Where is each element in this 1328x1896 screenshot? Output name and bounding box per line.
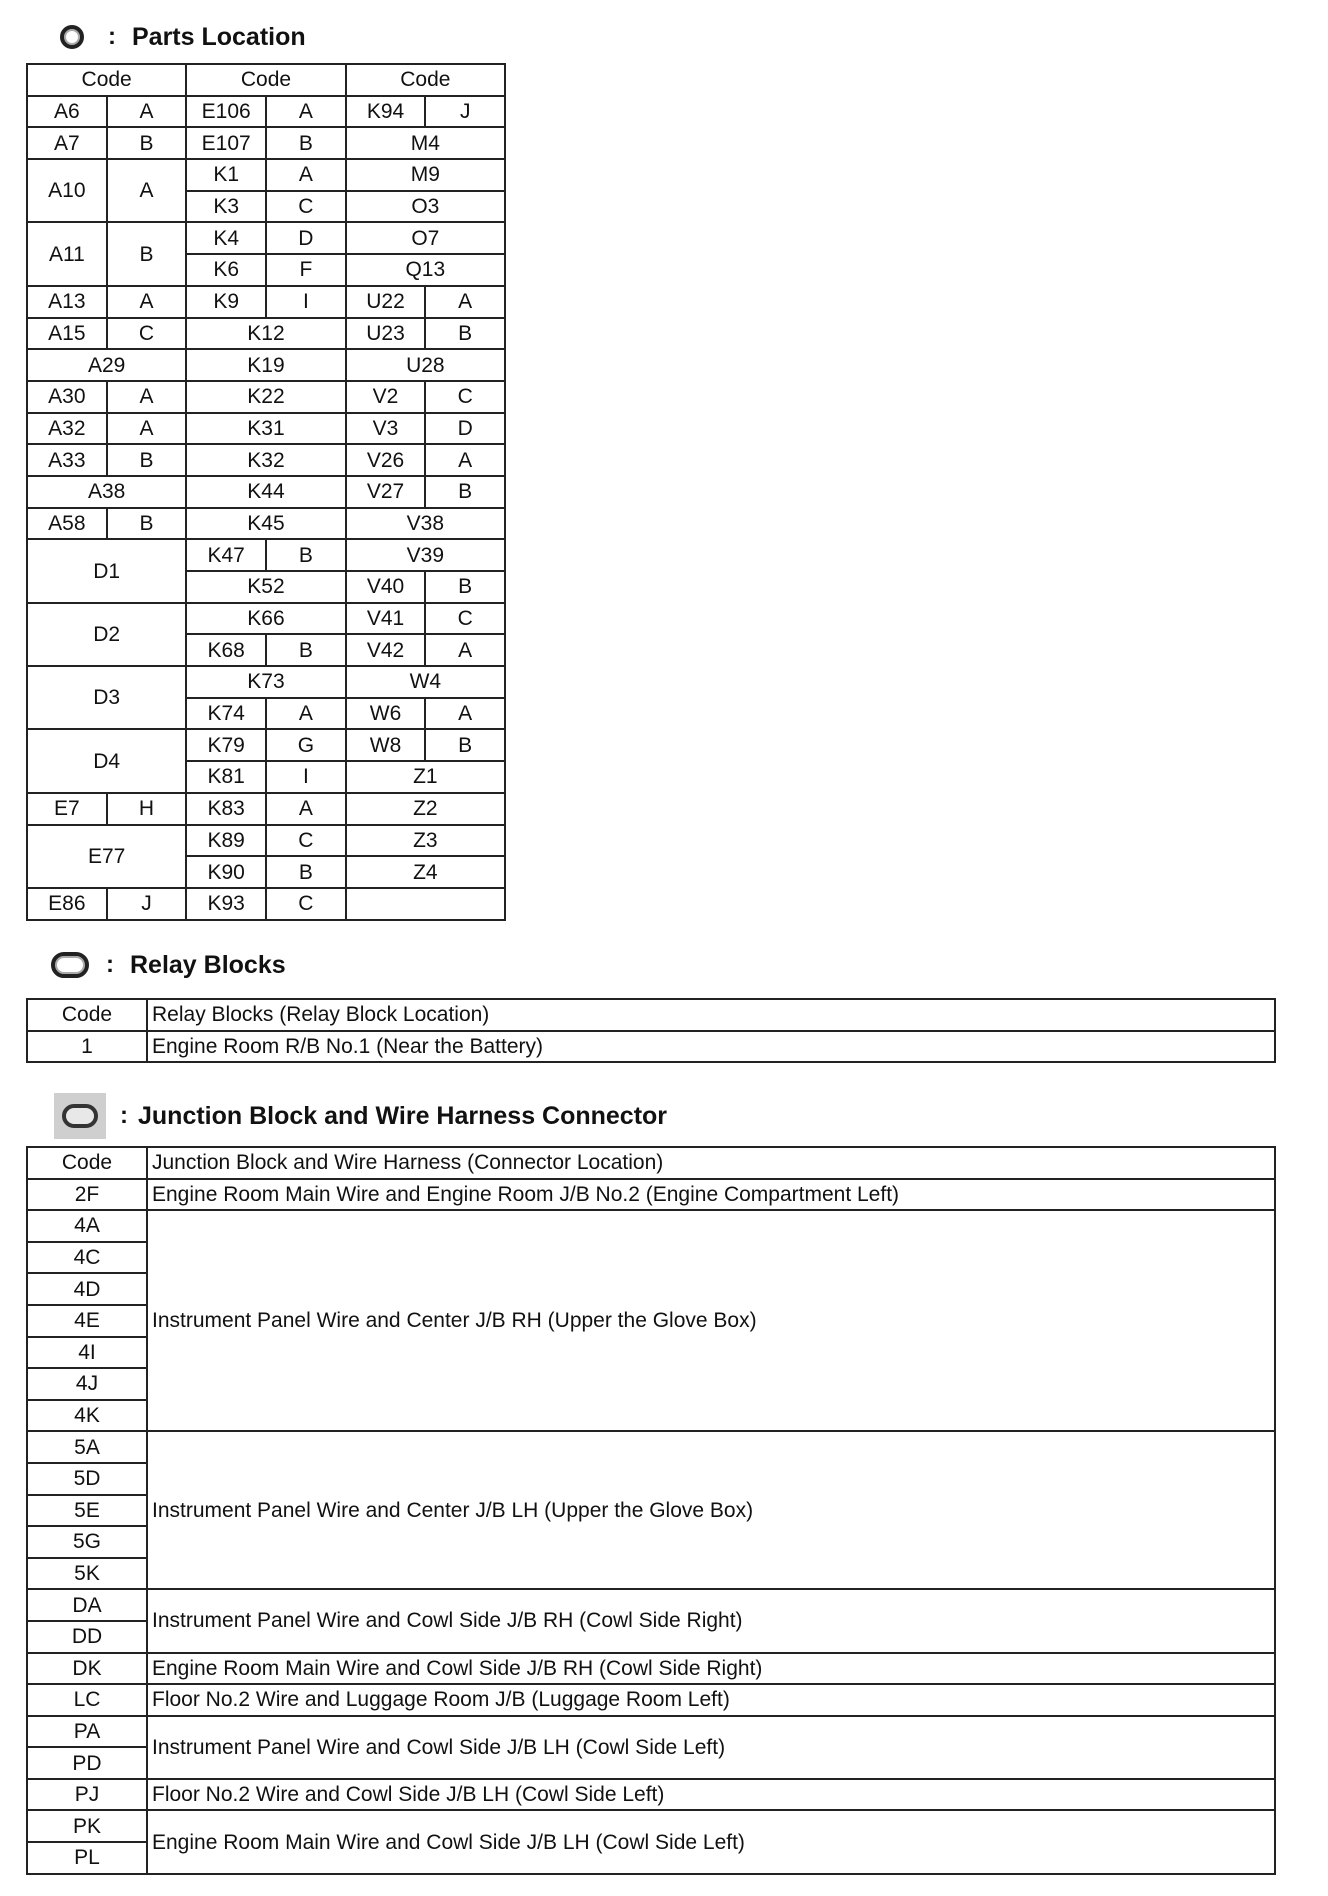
part-code: A10 — [27, 159, 107, 222]
circle-symbol-icon — [52, 20, 92, 54]
part-location: A — [266, 698, 346, 730]
part-location: A — [425, 444, 505, 476]
jb-code: 4I — [27, 1337, 147, 1369]
part-location: D — [425, 413, 505, 445]
part-code: Z2 — [346, 793, 505, 825]
part-location: I — [266, 286, 346, 318]
section-title: Relay Blocks — [130, 950, 286, 979]
part-code: E86 — [27, 888, 107, 920]
part-code: E77 — [27, 825, 186, 888]
part-code: K31 — [186, 413, 345, 445]
part-location: I — [266, 761, 346, 793]
part-code: K47 — [186, 539, 266, 571]
part-code: A7 — [27, 127, 107, 159]
part-location: C — [107, 318, 187, 350]
part-location: F — [266, 254, 346, 286]
table-row — [27, 825, 505, 857]
table-row — [27, 159, 505, 191]
colon: : — [106, 951, 114, 978]
part-location: B — [107, 444, 187, 476]
part-code — [346, 888, 505, 920]
part-code: K89 — [186, 825, 266, 857]
part-location: A — [107, 159, 187, 222]
jb-code: 4D — [27, 1273, 147, 1305]
jb-code: DA — [27, 1589, 147, 1621]
part-code: K9 — [186, 286, 266, 318]
table-row — [27, 318, 505, 350]
jb-code: PK — [27, 1810, 147, 1842]
table-header-row — [27, 1147, 1275, 1179]
header-desc: Junction Block and Wire Harness (Connector Location) — [147, 1147, 1275, 1179]
part-code: U22 — [346, 286, 426, 318]
part-location: B — [266, 634, 346, 666]
part-code: A11 — [27, 222, 107, 285]
jb-code: 5G — [27, 1526, 147, 1558]
part-location: B — [266, 856, 346, 888]
part-location: B — [425, 571, 505, 603]
part-code: K79 — [186, 729, 266, 761]
part-code: A32 — [27, 413, 107, 445]
jb-desc: Engine Room Main Wire and Engine Room J/B No.2 (Engine Compartment Left) — [147, 1179, 1275, 1211]
part-code: O7 — [346, 222, 505, 254]
part-code: D1 — [27, 539, 186, 602]
jb-code: 4E — [27, 1305, 147, 1337]
part-code: V41 — [346, 603, 426, 635]
parts-location-heading — [52, 20, 306, 54]
header-desc: Relay Blocks (Relay Block Location) — [147, 999, 1275, 1031]
table-row — [27, 793, 505, 825]
part-location: A — [266, 159, 346, 191]
part-code: K52 — [186, 571, 345, 603]
part-code: M4 — [346, 127, 505, 159]
part-code: D3 — [27, 666, 186, 729]
table-row — [27, 381, 505, 413]
relay-desc: Engine Room R/B No.1 (Near the Battery) — [147, 1031, 1275, 1063]
part-code: K90 — [186, 856, 266, 888]
part-code: Z1 — [346, 761, 505, 793]
part-location: B — [425, 318, 505, 350]
table-row — [27, 1210, 1275, 1242]
part-code: K22 — [186, 381, 345, 413]
jb-code: 4K — [27, 1400, 147, 1432]
part-location: C — [425, 603, 505, 635]
part-location: H — [107, 793, 187, 825]
part-location: A — [107, 286, 187, 318]
jb-code: LC — [27, 1684, 147, 1716]
jb-code: DK — [27, 1653, 147, 1685]
table-row — [27, 222, 505, 254]
table-row — [27, 1684, 1275, 1716]
table-row — [27, 603, 505, 635]
colon: : — [120, 1102, 128, 1129]
part-location: D — [266, 222, 346, 254]
part-location: A — [266, 96, 346, 128]
part-code: A58 — [27, 508, 107, 540]
jb-desc: Floor No.2 Wire and Luggage Room J/B (Luggage Room Left) — [147, 1684, 1275, 1716]
part-location: C — [425, 381, 505, 413]
table-row — [27, 413, 505, 445]
jb-desc: Instrument Panel Wire and Center J/B LH (Upper the Glove Box) — [147, 1431, 1275, 1589]
section-title: Parts Location — [132, 22, 306, 51]
part-location: A — [107, 413, 187, 445]
table-row — [27, 539, 505, 571]
table-row — [27, 666, 505, 698]
part-code: V38 — [346, 508, 505, 540]
part-location: B — [266, 127, 346, 159]
jb-code: DD — [27, 1621, 147, 1653]
part-code: M9 — [346, 159, 505, 191]
jb-code: 4C — [27, 1242, 147, 1274]
part-location: A — [425, 286, 505, 318]
jb-desc: Instrument Panel Wire and Center J/B RH (Upper the Glove Box) — [147, 1210, 1275, 1431]
part-code: K74 — [186, 698, 266, 730]
part-code: V26 — [346, 444, 426, 476]
part-code: Q13 — [346, 254, 505, 286]
table-row — [27, 444, 505, 476]
part-code: K83 — [186, 793, 266, 825]
table-row — [27, 1431, 1275, 1463]
part-code: O3 — [346, 191, 505, 223]
part-code: V3 — [346, 413, 426, 445]
section-title: Junction Block and Wire Harness Connector — [138, 1101, 668, 1130]
table-row — [27, 888, 505, 920]
part-code: K81 — [186, 761, 266, 793]
part-code: U28 — [346, 349, 505, 381]
jb-code: 2F — [27, 1179, 147, 1211]
part-location: B — [107, 222, 187, 285]
part-location: A — [425, 698, 505, 730]
part-location: B — [107, 127, 187, 159]
relay-blocks-table — [26, 998, 1276, 1063]
part-location: C — [266, 888, 346, 920]
table-row — [27, 286, 505, 318]
part-code: A30 — [27, 381, 107, 413]
part-location: C — [266, 825, 346, 857]
header-cell: Code — [27, 64, 186, 96]
relay-blocks-heading — [50, 948, 286, 982]
part-code: Z4 — [346, 856, 505, 888]
jb-code: 5K — [27, 1558, 147, 1590]
part-code: A15 — [27, 318, 107, 350]
part-location: B — [266, 539, 346, 571]
part-code: A29 — [27, 349, 186, 381]
jb-desc: Instrument Panel Wire and Cowl Side J/B RH (Cowl Side Right) — [147, 1589, 1275, 1652]
junction-block-heading — [50, 1090, 667, 1142]
part-code: K73 — [186, 666, 345, 698]
part-code: V42 — [346, 634, 426, 666]
jb-code: PJ — [27, 1779, 147, 1811]
table-row — [27, 127, 505, 159]
part-location: G — [266, 729, 346, 761]
part-location: A — [107, 381, 187, 413]
part-code: E106 — [186, 96, 266, 128]
part-code: D4 — [27, 729, 186, 792]
jb-code: PL — [27, 1842, 147, 1874]
table-row — [27, 1031, 1275, 1063]
jb-desc: Engine Room Main Wire and Cowl Side J/B RH (Cowl Side Right) — [147, 1653, 1275, 1685]
jb-desc: Floor No.2 Wire and Cowl Side J/B LH (Cowl Side Left) — [147, 1779, 1275, 1811]
jb-code: 4A — [27, 1210, 147, 1242]
jb-code: 5D — [27, 1463, 147, 1495]
part-code: K44 — [186, 476, 345, 508]
jb-code: 4J — [27, 1368, 147, 1400]
part-code: K45 — [186, 508, 345, 540]
part-code: K4 — [186, 222, 266, 254]
table-row — [27, 1653, 1275, 1685]
part-location: B — [107, 508, 187, 540]
part-code: K6 — [186, 254, 266, 286]
table-row — [27, 1179, 1275, 1211]
part-code: U23 — [346, 318, 426, 350]
part-code: K12 — [186, 318, 345, 350]
table-header-row — [27, 64, 505, 96]
part-code: K94 — [346, 96, 426, 128]
part-location: A — [425, 634, 505, 666]
part-location: A — [266, 793, 346, 825]
oval-symbol-icon — [50, 948, 90, 982]
part-code: K19 — [186, 349, 345, 381]
jb-code: 5E — [27, 1495, 147, 1527]
relay-code: 1 — [27, 1031, 147, 1063]
part-location: B — [425, 729, 505, 761]
table-row — [27, 1716, 1275, 1748]
jb-code: PD — [27, 1747, 147, 1779]
jb-desc: Engine Room Main Wire and Cowl Side J/B LH (Cowl Side Left) — [147, 1810, 1275, 1873]
part-code: E107 — [186, 127, 266, 159]
part-code: A6 — [27, 96, 107, 128]
part-location: B — [425, 476, 505, 508]
part-code: K32 — [186, 444, 345, 476]
colon: : — [108, 23, 116, 50]
part-location: J — [425, 96, 505, 128]
table-row — [27, 1779, 1275, 1811]
header-cell: Code — [186, 64, 345, 96]
table-row — [27, 96, 505, 128]
parts-location-table — [26, 63, 506, 921]
part-code: K93 — [186, 888, 266, 920]
part-code: K68 — [186, 634, 266, 666]
part-code: W4 — [346, 666, 505, 698]
shaded-oval-symbol-icon — [50, 1090, 110, 1142]
table-row — [27, 508, 505, 540]
part-code: W8 — [346, 729, 426, 761]
part-code: A13 — [27, 286, 107, 318]
part-code: W6 — [346, 698, 426, 730]
part-code: E7 — [27, 793, 107, 825]
part-code: V2 — [346, 381, 426, 413]
part-code: V27 — [346, 476, 426, 508]
table-row — [27, 476, 505, 508]
part-code: V39 — [346, 539, 505, 571]
header-code: Code — [27, 999, 147, 1031]
part-code: K66 — [186, 603, 345, 635]
part-location: C — [266, 191, 346, 223]
table-row — [27, 349, 505, 381]
table-row — [27, 1589, 1275, 1621]
junction-block-table — [26, 1146, 1276, 1875]
header-code: Code — [27, 1147, 147, 1179]
part-code: K1 — [186, 159, 266, 191]
part-code: V40 — [346, 571, 426, 603]
part-code: A38 — [27, 476, 186, 508]
table-row — [27, 1810, 1275, 1842]
part-code: D2 — [27, 603, 186, 666]
part-location: A — [107, 96, 187, 128]
header-cell: Code — [346, 64, 505, 96]
jb-code: 5A — [27, 1431, 147, 1463]
part-code: Z3 — [346, 825, 505, 857]
jb-desc: Instrument Panel Wire and Cowl Side J/B LH (Cowl Side Left) — [147, 1716, 1275, 1779]
part-code: K3 — [186, 191, 266, 223]
part-location: J — [107, 888, 187, 920]
table-row — [27, 729, 505, 761]
table-header-row — [27, 999, 1275, 1031]
part-code: A33 — [27, 444, 107, 476]
jb-code: PA — [27, 1716, 147, 1748]
